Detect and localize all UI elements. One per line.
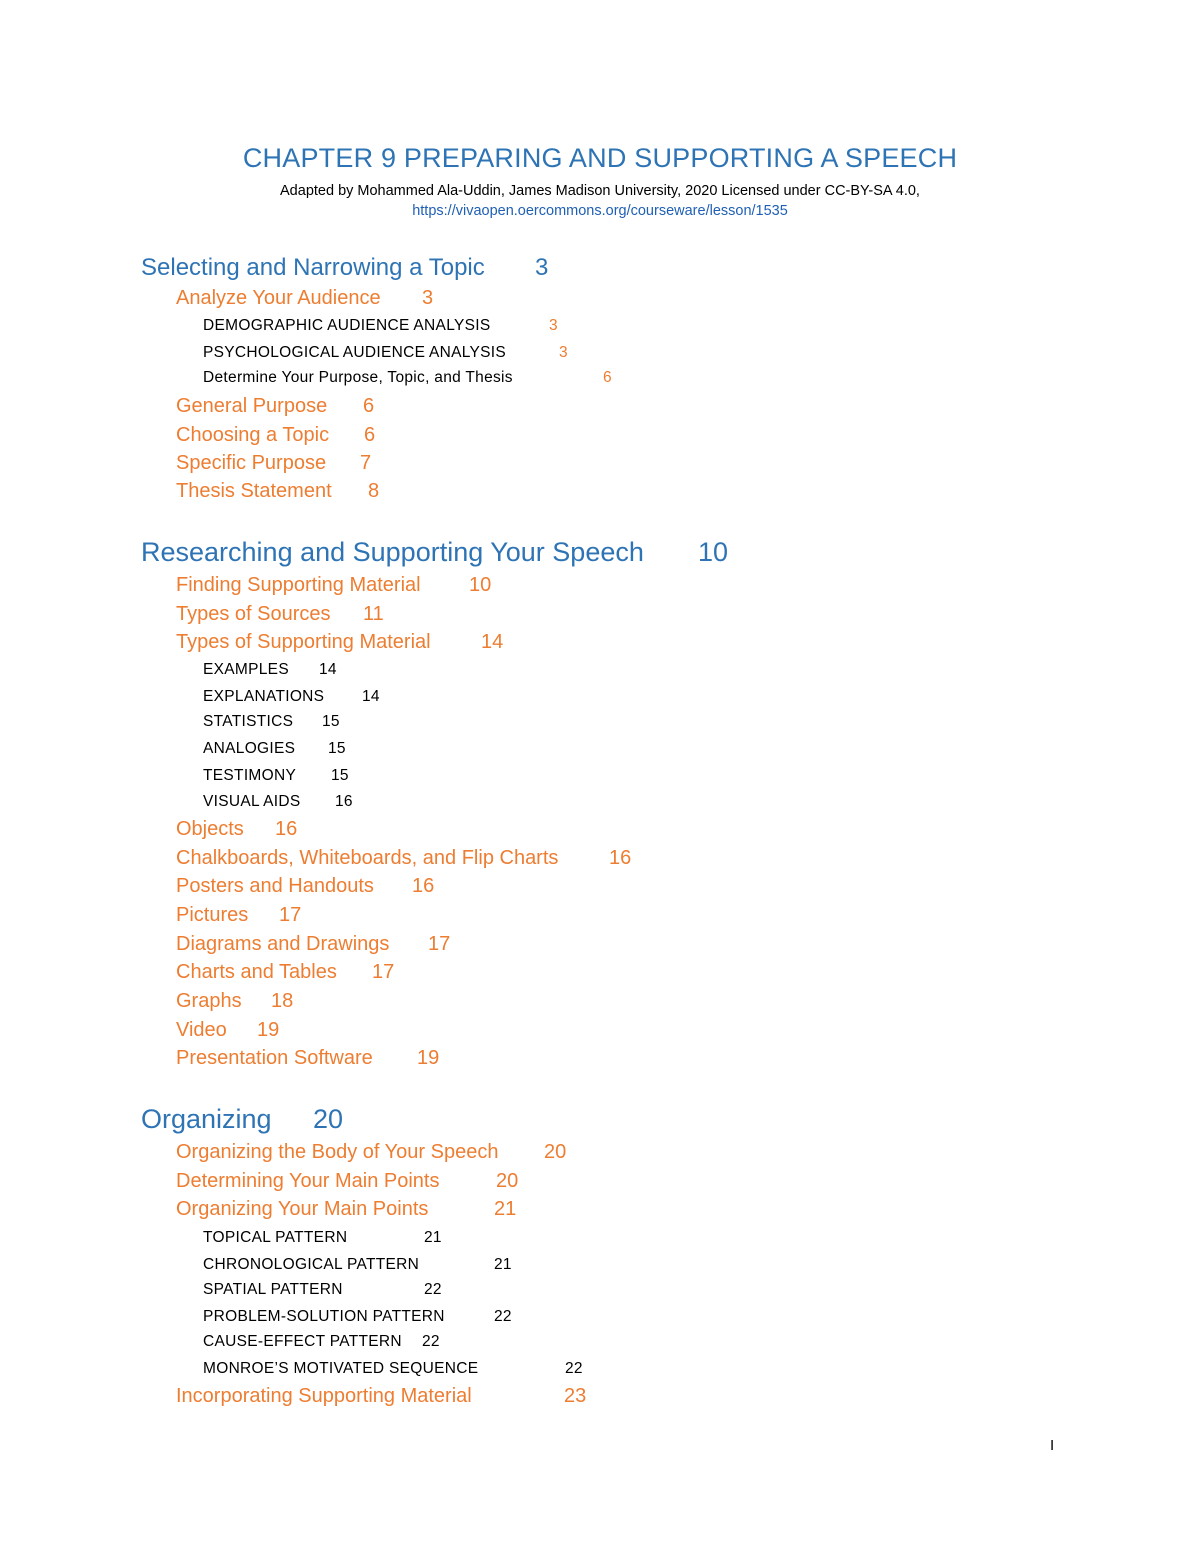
toc-label: ANALOGIES (203, 740, 296, 757)
toc-page-number: 21 (424, 1229, 442, 1246)
toc-page-number: 20 (313, 1104, 344, 1134)
toc-page-number: 3 (559, 344, 568, 361)
toc-entry-diagrams-drawings[interactable] (176, 933, 451, 955)
toc-page-number: 16 (335, 793, 353, 810)
toc-label: Researching and Supporting Your Speech (141, 537, 644, 567)
toc-entry-organizing[interactable] (141, 1104, 344, 1134)
toc-label: STATISTICS (203, 713, 294, 730)
toc-page-number: 20 (496, 1170, 519, 1192)
toc-page-number: 6 (364, 424, 376, 446)
toc-page-number: 10 (469, 574, 492, 596)
toc-page-number: 19 (417, 1047, 440, 1069)
toc-page-number: 3 (549, 317, 558, 334)
toc-entry-monroes-sequence[interactable] (203, 1360, 583, 1377)
toc-label: Selecting and Narrowing a Topic (141, 254, 485, 281)
toc-label: EXAMPLES (203, 661, 289, 678)
toc-entry-spatial-pattern[interactable] (203, 1281, 442, 1298)
toc-page-number: 16 (412, 875, 435, 897)
toc-label: TOPICAL PATTERN (203, 1229, 348, 1246)
toc-page-number: 16 (609, 847, 632, 869)
toc-page-number: 22 (422, 1333, 440, 1350)
toc-entry-cause-effect[interactable] (203, 1333, 440, 1350)
toc-page-number: 21 (494, 1198, 517, 1220)
toc-entry-selecting-topic[interactable] (141, 254, 549, 281)
toc-entry-topical-pattern[interactable] (203, 1229, 442, 1246)
toc-label: Posters and Handouts (176, 875, 374, 897)
page-title: CHAPTER 9 PREPARING AND SUPPORTING A SPEECH (242, 143, 958, 173)
toc-label: DEMOGRAPHIC AUDIENCE ANALYSIS (203, 317, 491, 334)
toc-entry-determining-main-points[interactable] (176, 1170, 519, 1192)
toc-page-number: 23 (564, 1385, 587, 1407)
toc-page-number: 6 (603, 369, 612, 386)
toc-label: Incorporating Supporting Material (176, 1385, 472, 1407)
toc-label: Organizing (141, 1104, 272, 1134)
source-link[interactable]: https://vivaopen.oercommons.org/courseware/lesson/1535 (412, 203, 788, 219)
toc-entry-demographic[interactable] (203, 317, 558, 334)
toc-label: General Purpose (176, 395, 328, 417)
toc-entry-types-supporting[interactable] (176, 631, 504, 653)
toc-label: Graphs (176, 990, 242, 1012)
toc-entry-presentation-software[interactable] (176, 1047, 440, 1069)
toc-label: Analyze Your Audience (176, 287, 381, 309)
toc-label: VISUAL AIDS (203, 793, 301, 810)
toc-page-number: 3 (422, 287, 434, 309)
toc-page-number: 15 (328, 740, 346, 757)
toc-entry-incorporating-material[interactable] (176, 1385, 587, 1407)
toc-label: Determining Your Main Points (176, 1170, 440, 1192)
toc-page-number: 17 (428, 933, 451, 955)
toc-page-number: 17 (279, 904, 302, 926)
toc-entry-organizing-main-points[interactable] (176, 1198, 517, 1220)
toc-entry-statistics[interactable] (203, 713, 340, 730)
toc-page-number: 17 (372, 961, 395, 983)
toc-page-number: 19 (257, 1019, 280, 1041)
toc-label: CAUSE-EFFECT PATTERN (203, 1333, 402, 1350)
toc-page-number: 20 (544, 1141, 567, 1163)
toc-page-number: 16 (275, 818, 298, 840)
toc-label: Specific Purpose (176, 452, 327, 474)
toc-entry-analogies[interactable] (203, 740, 346, 757)
toc-entry-choosing-topic[interactable] (176, 424, 376, 446)
toc-page-number: 14 (319, 661, 337, 678)
toc-page-number: 22 (424, 1281, 442, 1298)
page-number-footer: I (1050, 1437, 1055, 1454)
toc-label: CHRONOLOGICAL PATTERN (203, 1256, 420, 1273)
toc-page-number: 14 (481, 631, 504, 653)
toc-page-number: 15 (331, 767, 349, 784)
toc-entry-thesis-statement[interactable] (176, 480, 380, 502)
toc-page-number: 14 (362, 688, 380, 705)
attribution-text: Adapted by Mohammed Ala-Uddin, James Madison University, 2020 Licensed under CC-BY-SA 4.0, (280, 183, 920, 199)
toc-entry-pictures[interactable] (176, 904, 302, 926)
toc-page-number: 8 (368, 480, 380, 502)
toc-page-number: 22 (494, 1308, 512, 1325)
toc-entry-finding-material[interactable] (176, 574, 492, 596)
toc-label: Pictures (176, 904, 249, 926)
toc-page-number: 6 (363, 395, 375, 417)
toc-entry-examples[interactable] (203, 661, 337, 678)
toc-label: Finding Supporting Material (176, 574, 421, 596)
toc-entry-testimony[interactable] (203, 767, 349, 784)
toc-page-number: 15 (322, 713, 340, 730)
toc-label: Types of Supporting Material (176, 631, 431, 653)
toc-label: Organizing the Body of Your Speech (176, 1141, 499, 1163)
toc-label: Determine Your Purpose, Topic, and Thesis (203, 369, 513, 386)
toc-entry-video[interactable] (176, 1019, 280, 1041)
toc-label: Diagrams and Drawings (176, 933, 390, 955)
toc-label: MONROE’S MOTIVATED SEQUENCE (203, 1360, 479, 1377)
toc-page-number: 21 (494, 1256, 512, 1273)
toc-label: Presentation Software (176, 1047, 373, 1069)
toc-label: Video (176, 1019, 227, 1041)
toc-entry-posters-handouts[interactable] (176, 875, 435, 897)
toc-entry-visual-aids[interactable] (203, 793, 353, 810)
toc-entry-graphs[interactable] (176, 990, 294, 1012)
toc-label: Chalkboards, Whiteboards, and Flip Charts (176, 847, 559, 869)
toc-entry-general-purpose[interactable] (176, 395, 375, 417)
toc-label: Types of Sources (176, 603, 331, 625)
toc-entry-psychological[interactable] (203, 344, 568, 361)
toc-page-number: 22 (565, 1360, 583, 1377)
toc-entry-types-sources[interactable] (176, 603, 384, 625)
toc-entry-analyze-audience[interactable] (176, 287, 434, 309)
toc-page-number: 11 (363, 603, 384, 625)
toc-label: TESTIMONY (203, 767, 297, 784)
toc-entry-chronological-pattern[interactable] (203, 1256, 512, 1273)
toc-label: Choosing a Topic (176, 424, 330, 446)
toc-entry-researching-supporting[interactable] (141, 537, 729, 567)
toc-page-number: 3 (535, 254, 549, 281)
toc-entry-problem-solution[interactable] (203, 1308, 512, 1325)
toc-entry-explanations[interactable] (203, 688, 380, 705)
toc-label: Charts and Tables (176, 961, 337, 983)
toc-entry-objects[interactable] (176, 818, 298, 840)
toc-entry-organizing-body[interactable] (176, 1141, 567, 1163)
toc-label: Thesis Statement (176, 480, 332, 502)
toc-label: Organizing Your Main Points (176, 1198, 429, 1220)
toc-page-number: 10 (698, 537, 729, 567)
toc-entry-charts-tables[interactable] (176, 961, 395, 983)
toc-label: EXPLANATIONS (203, 688, 325, 705)
toc-entry-determine-purpose[interactable] (203, 369, 612, 386)
toc-entry-specific-purpose[interactable] (176, 452, 372, 474)
toc-label: PSYCHOLOGICAL AUDIENCE ANALYSIS (203, 344, 507, 361)
toc-page-number: 7 (360, 452, 372, 474)
toc-label: PROBLEM-SOLUTION PATTERN (203, 1308, 445, 1325)
toc-entry-chalkboards[interactable] (176, 847, 632, 869)
toc-label: Objects (176, 818, 244, 840)
toc-page-number: 18 (271, 990, 294, 1012)
toc-label: SPATIAL PATTERN (203, 1281, 343, 1298)
